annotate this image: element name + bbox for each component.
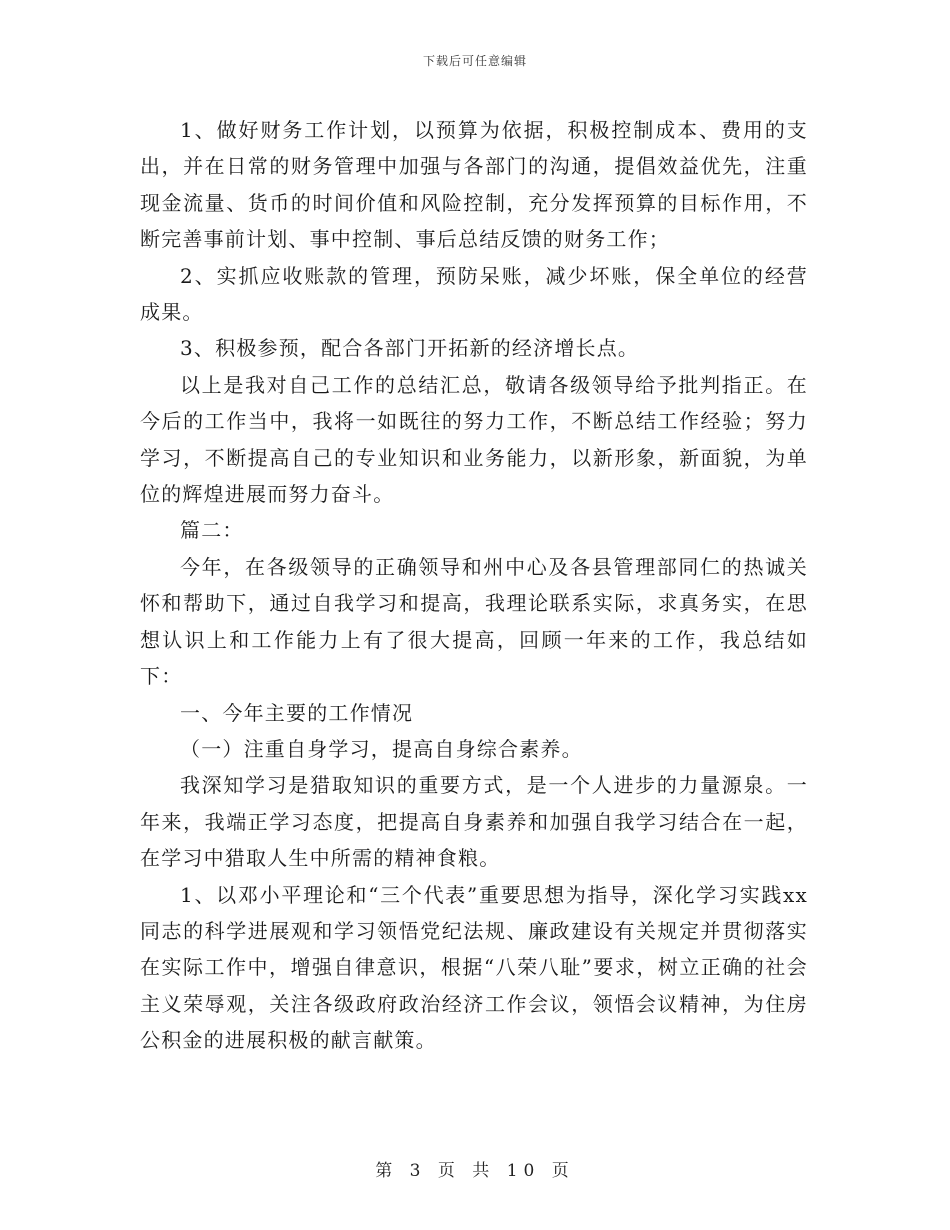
paragraph: 2、实抓应收账款的管理，预防呆账，减少坏账，保全单位的经营成果。	[140, 263, 808, 325]
paragraph: 1、以邓小平理论和“三个代表”重要思想为指导，深化学习实践xx同志的科学进展观和学习领悟党纪法规、廉政建设有关规定并贯彻落实在实际工作中，增强自律意识，根据“八荣八耻”要求，树立正确的社会主义荣辱观，关注各级政府政治经济工作会议，领悟会议精神，为住房公积金的进展积极的献言献策。	[140, 882, 808, 1053]
paragraph: 今年，在各级领导的正确领导和州中心及各县管理部同仁的热诚关怀和帮助下，通过自我学习和提高，我理论联系实际，求真务实，在思想认识上和工作能力上有了很大提高，回顾一年来的工作，我总结如下：	[140, 554, 808, 689]
paragraph: 3、积极参预，配合各部门开拓新的经济增长点。	[180, 336, 640, 361]
paragraph: 以上是我对自己工作的总结汇总，敬请各级领导给予批判指正。在今后的工作当中，我将一如既往的努力工作，不断总结工作经验；努力学习，不断提高自己的专业知识和业务能力，以新形象，新面貌，为单位的辉煌进展而努力奋斗。	[140, 372, 808, 507]
paragraph: 我深知学习是猎取知识的重要方式，是一个人进步的力量源泉。一年来，我端正学习态度，把提高自身素养和加强自我学习结合在一起，在学习中猎取人生中所需的精神食粮。	[140, 773, 808, 871]
page-footer: 第 3 页 共 10 页	[375, 1161, 575, 1181]
section-heading: 一、今年主要的工作情况	[180, 700, 414, 725]
paragraph: 1、做好财务工作计划，以预算为依据，积极控制成本、费用的支出，并在日常的财务管理中加强与各部门的沟通，提倡效益优先，注重现金流量、货币的时间价值和风险控制，充分发挥预算的目标作用，不断完善事前计划、事中控制、事后总结反馈的财务工作；	[140, 118, 808, 252]
subsection-heading: （一）注重自身学习，提高自身综合素养。	[180, 736, 583, 761]
section-heading: 篇二：	[180, 518, 244, 543]
page-header: 下载后可任意编辑	[422, 54, 527, 68]
document-body	[140, 112, 808, 1059]
